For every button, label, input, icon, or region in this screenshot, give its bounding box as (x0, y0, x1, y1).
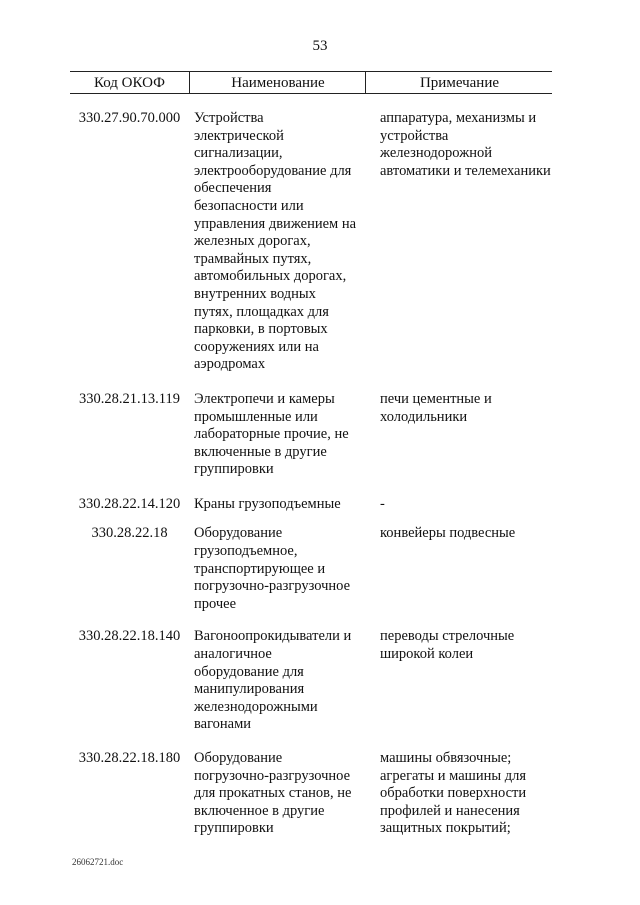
row-name-line: Устройства (194, 110, 264, 126)
row-note-line: широкой колеи (380, 646, 474, 663)
row-name-line: Вагоноопрокидыватели и (194, 628, 352, 645)
row-name-line: безопасности или (194, 197, 304, 214)
row-note-line: печи цементные и (380, 390, 492, 407)
row-name-line: железнодорожными (194, 698, 318, 715)
row-name-line: оборудование для (194, 663, 304, 680)
row-note-line: обработки поверхности (380, 785, 527, 802)
row-name-line: группировки (194, 461, 274, 478)
table-header (70, 71, 552, 94)
row-note-line: переводы стрелочные (380, 628, 515, 645)
table-row (70, 525, 552, 613)
row-name-line: транспортирующее и (194, 560, 326, 577)
row-code: 330.28.21.13.119 (79, 390, 180, 407)
table-row (70, 496, 552, 514)
row-note-line: устройства (380, 127, 449, 144)
table-row (70, 750, 552, 838)
row-note-line: железнодорожной (380, 145, 492, 162)
document-filename: 26062721.doc (72, 857, 124, 867)
row-name-line: лабораторные прочие, не (194, 426, 349, 443)
row-name (194, 496, 360, 514)
row-note (380, 525, 562, 543)
row-name-line: погрузочно-разгрузочное (194, 578, 351, 595)
row-name-line: промышленные или (194, 408, 318, 425)
row-name-line: включенное в другие (194, 802, 325, 819)
row-name-line: манипулирования (194, 681, 305, 698)
row-note-line: защитных покрытий; (380, 820, 511, 837)
row-name-line: парковки, в портовых (194, 321, 328, 338)
row-note (380, 496, 562, 514)
row-name (194, 525, 360, 613)
row-name-line: путях, площадках для (194, 303, 329, 320)
row-name-line: Оборудование (194, 750, 283, 766)
row-code: 330.28.22.18.180 (78, 750, 181, 766)
row-name-line: группировки (194, 820, 274, 837)
row-name (194, 391, 360, 479)
row-name-line: погрузочно-разгрузочное (194, 767, 351, 784)
table-row (70, 628, 552, 734)
row-name-line: вагонами (194, 716, 252, 733)
row-name-line: Оборудование (194, 525, 283, 542)
row-name (194, 110, 360, 374)
row-name (194, 750, 360, 838)
row-name-line: сооружениях или на (194, 338, 319, 355)
table-body (70, 110, 552, 838)
row-note (380, 391, 562, 426)
page-number: 53 (312, 38, 328, 54)
row-note-line: холодильники (380, 408, 468, 425)
row-name-line: аналогичное (194, 646, 272, 663)
row-name-line: включенные в другие (194, 443, 327, 460)
table-row (70, 110, 552, 374)
row-name (194, 628, 360, 734)
row-note-line: машины обвязочные; (380, 750, 512, 766)
row-code: 330.28.22.18 (91, 525, 168, 542)
row-note-line: - (380, 495, 385, 512)
row-name-line: железных дорогах, (194, 233, 311, 250)
row-name-line: электрической (194, 127, 284, 144)
row-code: 330.27.90.70.000 (78, 110, 181, 126)
row-name-line: аэродромах (194, 356, 266, 373)
row-name-line: грузоподъемное, (194, 543, 298, 560)
row-name-line: прочее (194, 595, 237, 612)
row-note-line: автоматики и телемеханики (380, 162, 551, 179)
row-name-line: для прокатных станов, не (194, 785, 352, 802)
row-note (380, 750, 562, 838)
row-name-line: трамвайных путях, (194, 250, 312, 267)
row-name-line: обеспечения (194, 180, 272, 197)
header-note: Примечание (365, 72, 553, 93)
row-name-line: Электропечи и камеры (194, 390, 335, 407)
row-note-line: агрегаты и машины для (380, 767, 527, 784)
row-note-line: конвейеры подвесные (380, 525, 516, 542)
row-note (380, 110, 562, 180)
row-name-line: сигнализации, (194, 145, 283, 162)
row-name-line: автомобильных дорогах, (194, 268, 347, 285)
row-note (380, 628, 562, 663)
row-name-line: Краны грузоподъемные (194, 495, 341, 512)
row-name-line: внутренних водных (194, 285, 316, 302)
table-row (70, 391, 552, 479)
row-name-line: управления движением на (194, 215, 357, 232)
row-name-line: электрооборудование для (194, 162, 352, 179)
row-code: 330.28.22.18.140 (78, 628, 181, 645)
row-note-line: аппаратура, механизмы и (380, 110, 537, 126)
header-name: Наименование (189, 72, 366, 93)
row-note-line: профилей и нанесения (380, 802, 520, 819)
header-code: Код ОКОФ (93, 75, 166, 91)
row-code: 330.28.22.14.120 (78, 495, 181, 512)
